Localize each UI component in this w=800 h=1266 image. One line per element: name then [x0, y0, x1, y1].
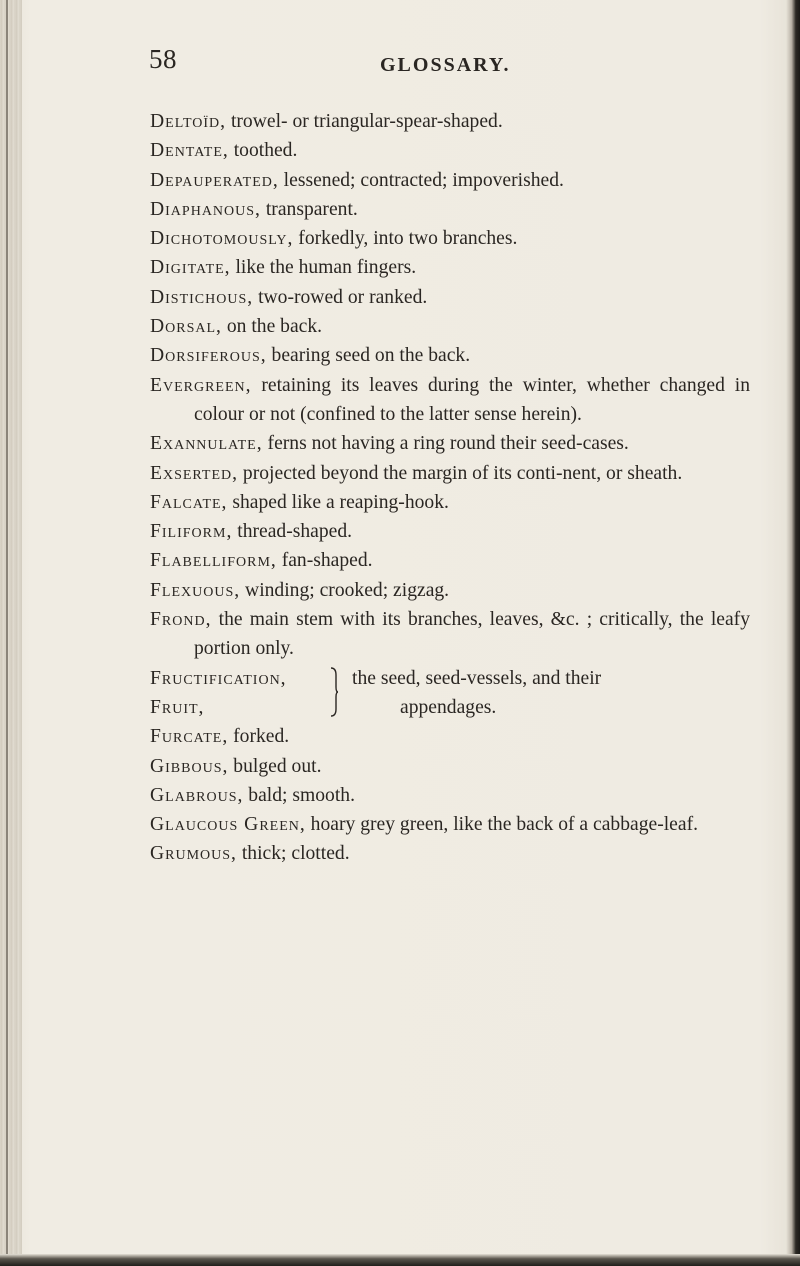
entry-term: Digitate, — [150, 257, 231, 279]
glossary-entry — [150, 312, 750, 341]
entry-definition: the main stem with its branches, leaves, &c. ; critically, the leafy portion only. — [194, 609, 750, 660]
entry-definition: hoary grey green, like the back of a cabbage-leaf. — [305, 814, 698, 836]
glossary-entry — [150, 224, 750, 253]
entry-term: Exserted, — [150, 462, 239, 484]
page-number: 58 — [149, 44, 177, 74]
page-right-edge — [786, 0, 800, 1266]
gutter-line — [6, 0, 8, 1266]
entry-term: Flexuous, — [150, 579, 241, 601]
entry-definition: on the back. — [221, 316, 323, 338]
entry-term: Gibbous, — [150, 755, 229, 777]
entry-term: Deltoïd, — [150, 111, 227, 132]
glossary-entry — [150, 488, 750, 517]
entry-definition: forked. — [228, 726, 290, 748]
entry-definition: lessened; contracted; impoverished. — [278, 169, 564, 191]
entry-term: Dorsiferous, — [150, 345, 267, 367]
entry-term: Fructification, — [150, 667, 287, 689]
entry-definition: forkedly, into two branches. — [293, 228, 518, 250]
paired-glossary-entry — [150, 664, 750, 723]
entry-definition: appendages. — [400, 696, 497, 718]
entry-term: Exannulate, — [150, 433, 263, 455]
entry-term: Filiform, — [150, 521, 233, 543]
entry-definition: bearing seed on the back. — [266, 345, 471, 367]
running-head: GLOSSARY. — [380, 54, 511, 76]
glossary-entry — [150, 810, 750, 839]
entry-term: Furcate, — [150, 726, 229, 748]
page-gutter — [0, 0, 22, 1266]
glossary-entry — [150, 429, 750, 458]
glossary-entry — [150, 166, 750, 195]
entry-term: Falcate, — [150, 491, 228, 513]
glossary-entry — [150, 605, 750, 664]
entry-term: Depauperated, — [150, 169, 279, 191]
entry-term: Dentate, — [150, 140, 229, 162]
glossary-entry — [150, 107, 750, 136]
entry-definition: trowel- or triangular-spear-shaped. — [226, 111, 503, 132]
entry-term: Dichotomously, — [150, 228, 294, 250]
glossary-entry — [150, 459, 750, 488]
entry-term: Frond, — [150, 609, 212, 631]
entry-definition: fan-shaped. — [276, 550, 373, 572]
glossary-entry — [150, 136, 750, 165]
glossary-entry — [150, 253, 750, 282]
glossary-entry — [150, 371, 750, 430]
entry-term: Dorsal, — [150, 316, 222, 338]
entry-term: Distichous, — [150, 286, 254, 308]
entry-term: Evergreen, — [150, 374, 252, 396]
entry-definition: transparent. — [260, 198, 358, 220]
glossary-entry — [150, 546, 750, 575]
glossary-entry — [150, 722, 750, 751]
entry-definition: winding; crooked; zigzag. — [240, 579, 450, 601]
entry-definition: the seed, seed-vessels, and their — [352, 667, 602, 689]
entry-term: Glabrous, — [150, 784, 244, 806]
entry-term: Fruit, — [150, 696, 205, 718]
entry-term: Diaphanous, — [150, 198, 261, 220]
entry-term: Glaucous Green, — [150, 814, 306, 836]
entry-definition: two-rowed or ranked. — [253, 286, 428, 308]
right-brace-icon — [330, 667, 338, 717]
glossary-entry — [150, 517, 750, 546]
glossary-entry — [150, 576, 750, 605]
entry-term: Grumous, — [150, 843, 237, 865]
glossary-entries — [150, 107, 750, 869]
entry-definition: ferns not having a ring round their seed-cases. — [262, 433, 629, 455]
entry-definition: shaped like a reaping-hook. — [227, 491, 449, 513]
entry-definition: bald; smooth. — [243, 784, 355, 806]
entry-definition: toothed. — [228, 140, 298, 162]
glossary-entry — [150, 752, 750, 781]
page-bottom-edge — [0, 1254, 800, 1266]
entry-definition: retaining its leaves during the winter, whether changed in colour or not (confined to the latter sense herein). — [194, 374, 750, 425]
entry-definition: thick; clotted. — [236, 843, 350, 865]
glossary-entry — [150, 195, 750, 224]
glossary-entry — [150, 839, 750, 868]
glossary-entry — [150, 781, 750, 810]
glossary-entry — [150, 341, 750, 370]
entry-definition: bulged out. — [228, 755, 322, 777]
entry-definition: like the human fingers. — [230, 257, 417, 279]
glossary-entry — [150, 283, 750, 312]
entry-definition: thread-shaped. — [232, 521, 353, 543]
entry-definition: projected beyond the margin of its conti-nent, or sheath. — [238, 462, 683, 484]
entry-term: Flabelliform, — [150, 550, 277, 572]
